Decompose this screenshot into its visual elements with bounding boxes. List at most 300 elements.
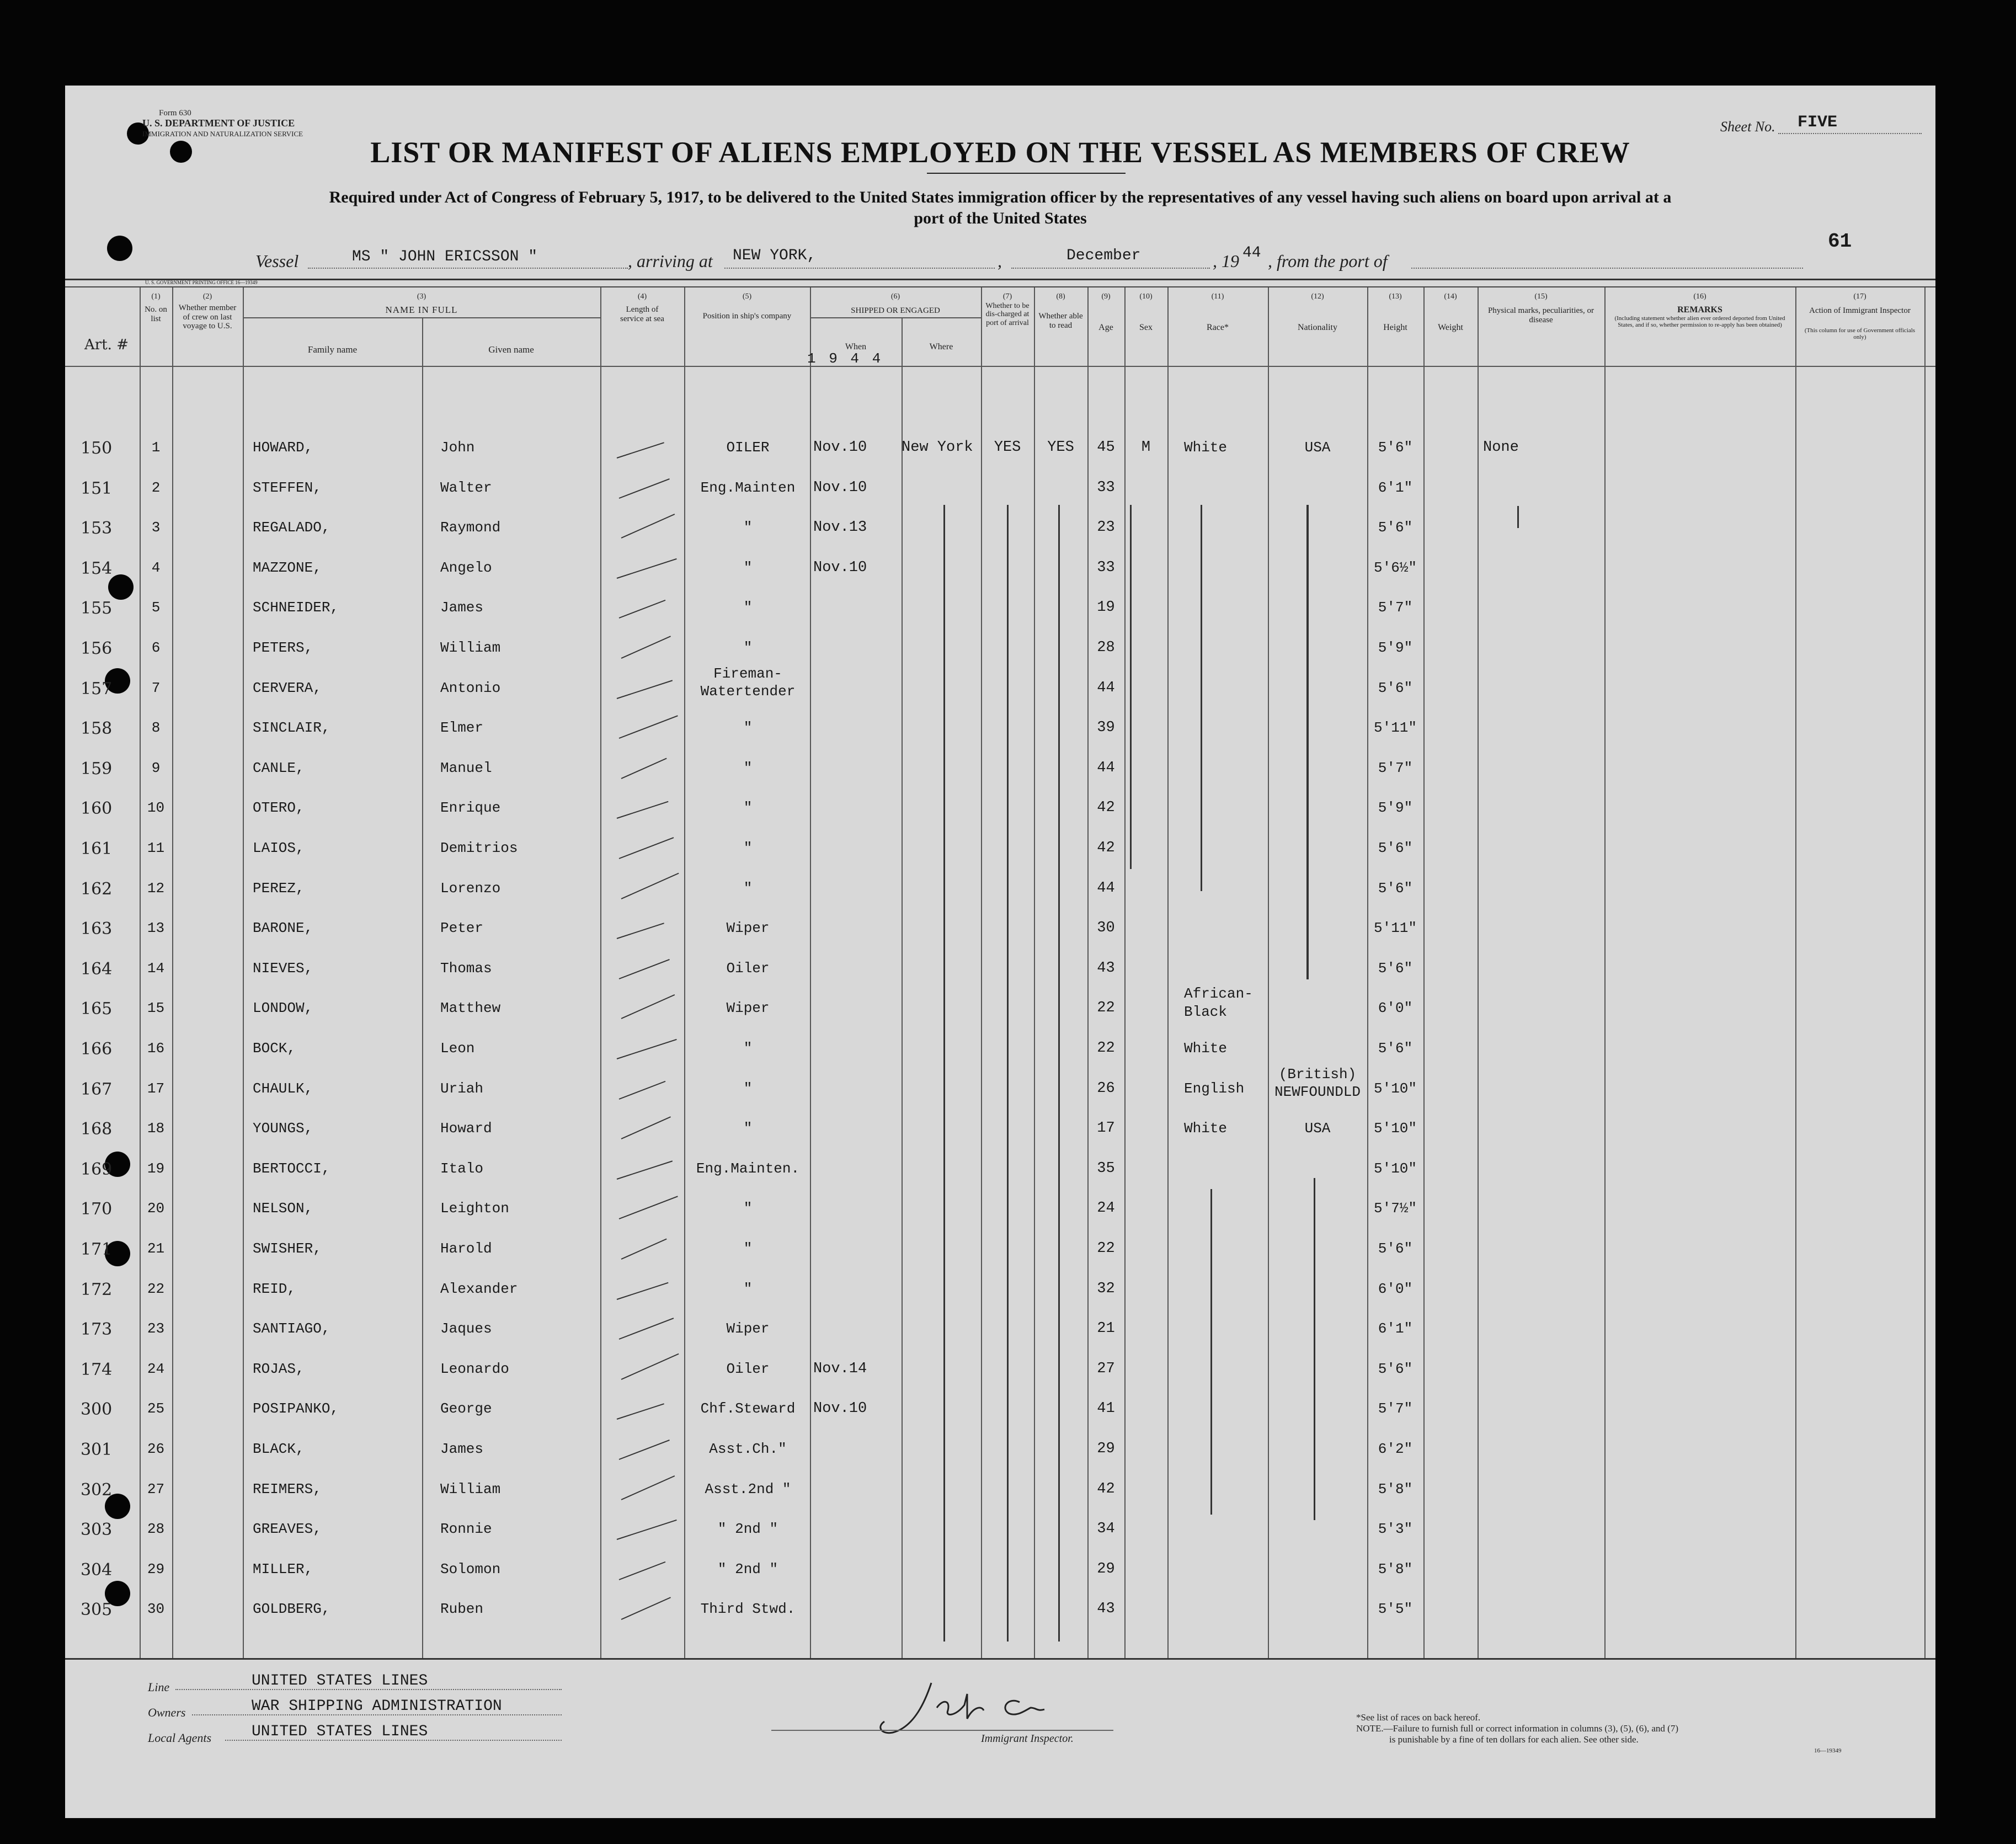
col-header-when: When <box>845 342 867 351</box>
col-header-prior-voyage: Whether member of crew on last voyage to U.S. <box>178 303 237 331</box>
sheet-label: Sheet No. <box>1720 119 1775 135</box>
ditto-line <box>1210 1189 1212 1515</box>
cell-no: 30 <box>147 1601 165 1618</box>
service-tick-mark <box>617 558 677 579</box>
cell-given: Alexander <box>440 1280 518 1297</box>
art-number: 169 <box>81 1159 113 1179</box>
cell-no: 1 <box>151 439 161 456</box>
art-number: 303 <box>81 1520 113 1540</box>
race-note: *See list of races on back hereof. <box>1356 1712 1481 1723</box>
cell-height: 5'10" <box>1373 1080 1417 1097</box>
cell-given: Italo <box>440 1160 484 1177</box>
cell-age: 43 <box>1097 960 1115 977</box>
arrival-port: NEW YORK, <box>733 247 817 264</box>
art-number: 304 <box>81 1560 113 1580</box>
art-number: 155 <box>81 599 113 619</box>
cell-height: 5'6" <box>1378 1360 1413 1377</box>
cell-age: 24 <box>1097 1200 1115 1217</box>
service-tick-mark <box>619 600 666 619</box>
service-tick-mark <box>621 758 667 779</box>
ditto-line <box>1201 505 1202 891</box>
cell-height: 5'6" <box>1378 880 1413 897</box>
cell-nationality: USA <box>1304 1120 1331 1137</box>
year-prefix: , 19 <box>1213 251 1239 271</box>
owners-label: Owners <box>148 1706 186 1719</box>
cell-where: New York <box>902 439 973 456</box>
cell-position: Chf.Steward <box>700 1400 796 1417</box>
art-number: 158 <box>81 719 113 739</box>
cell-given: Howard <box>440 1120 492 1137</box>
col-header-name: NAME IN FULL <box>385 305 458 315</box>
cell-no: 5 <box>151 599 161 616</box>
cell-no: 3 <box>151 519 161 536</box>
cell-age: 33 <box>1097 559 1115 576</box>
art-number: 160 <box>81 799 113 819</box>
cell-family: YOUNGS, <box>253 1120 313 1137</box>
vessel-label: Vessel <box>255 251 299 271</box>
cell-family: BOCK, <box>253 1040 296 1057</box>
cell-height: 5'8" <box>1378 1560 1413 1577</box>
cell-read: YES <box>1047 439 1074 456</box>
cell-height: 5'5" <box>1378 1601 1413 1618</box>
col-header-remarks-sub: (Including statement whether alien ever ordered deported from United States, and if so, whether permission to re-apply has been obtained) <box>1614 315 1785 329</box>
cell-no: 9 <box>151 759 161 776</box>
cell-position: Eng.Mainten. <box>696 1160 800 1177</box>
service-tick-mark <box>619 959 670 979</box>
cell-position: " <box>743 519 753 536</box>
cell-given: Angelo <box>440 559 492 576</box>
art-number: 301 <box>81 1440 113 1459</box>
cell-height: 6'2" <box>1378 1441 1413 1457</box>
cell-position: " <box>743 639 753 656</box>
cell-age: 44 <box>1097 880 1115 897</box>
cell-when: Nov.10 <box>813 559 867 576</box>
cell-given: Manuel <box>440 759 492 776</box>
cell-no: 26 <box>147 1441 165 1457</box>
cell-no: 7 <box>151 679 161 696</box>
inspector-label: Immigrant Inspector. <box>981 1733 1074 1745</box>
cell-height: 5'11" <box>1373 920 1417 937</box>
cell-position: Eng.Mainten <box>700 479 796 496</box>
cell-family: REGALADO, <box>253 519 330 536</box>
cell-position: Asst.2nd " <box>705 1480 791 1497</box>
arriving-label: , arriving at <box>628 251 713 271</box>
col-header-family: Family name <box>307 344 358 355</box>
ditto-line <box>1517 506 1519 528</box>
from-port-label: , from the port of <box>1268 251 1388 271</box>
cell-position: " <box>743 720 753 737</box>
cell-no: 20 <box>147 1200 165 1217</box>
cell-given: Thomas <box>440 960 492 977</box>
cell-height: 5'6" <box>1378 1240 1413 1257</box>
cell-when: Nov.10 <box>813 479 867 496</box>
service-tick-mark <box>621 1475 675 1500</box>
service-tick-mark <box>617 1039 677 1059</box>
cell-age: 22 <box>1097 1000 1115 1017</box>
cell-position: OILER <box>726 439 770 456</box>
service-tick-mark <box>621 636 671 659</box>
service-tick-mark <box>619 1561 666 1580</box>
service-tick-mark <box>617 442 664 459</box>
cell-discharged: YES <box>994 439 1021 456</box>
cell-age: 22 <box>1097 1240 1115 1257</box>
art-number: 163 <box>81 919 113 939</box>
service-tick-mark <box>619 1318 674 1340</box>
gpo-line: U. S. GOVERNMENT PRINTING OFFICE 16—19349 <box>145 280 258 285</box>
cell-no: 23 <box>147 1320 165 1337</box>
sheet-number: FIVE <box>1798 113 1838 132</box>
cell-family: HOWARD, <box>253 439 313 456</box>
cell-position: Fireman- Watertender <box>700 665 796 700</box>
shipped-year: 1 9 4 4 <box>807 350 883 367</box>
penalty-note: NOTE.—Failure to furnish full or correct information in columns (3), (5), (6), and (7) <box>1356 1723 1678 1734</box>
cell-marks: None <box>1483 439 1519 456</box>
service-tick-mark <box>619 837 674 859</box>
art-number: 166 <box>81 1040 113 1059</box>
col-header-height: Height <box>1383 323 1407 332</box>
service-tick-mark <box>621 1597 671 1621</box>
cell-given: Lorenzo <box>440 880 501 897</box>
cell-age: 32 <box>1097 1280 1115 1297</box>
cell-when: Nov.10 <box>813 439 867 456</box>
cell-given: Raymond <box>440 519 501 536</box>
service-name: IMMIGRATION AND NATURALIZATION SERVICE <box>142 130 303 138</box>
line-label: Line <box>148 1680 170 1694</box>
cell-no: 21 <box>147 1240 165 1257</box>
cell-no: 8 <box>151 720 161 737</box>
col-header-race: Race* <box>1207 323 1229 332</box>
cell-given: Matthew <box>440 1000 501 1017</box>
cell-height: 5'6" <box>1378 519 1413 536</box>
service-tick-mark <box>621 1238 667 1259</box>
cell-age: 45 <box>1097 439 1115 456</box>
cell-no: 2 <box>151 479 161 496</box>
cell-position: " 2nd " <box>717 1521 778 1538</box>
cell-age: 21 <box>1097 1320 1115 1337</box>
cell-position: " <box>743 800 753 817</box>
cell-no: 15 <box>147 1000 165 1017</box>
cell-age: 34 <box>1097 1521 1115 1538</box>
cell-given: Solomon <box>440 1560 501 1577</box>
cell-family: BARONE, <box>253 920 313 937</box>
col-header-service: Length of service at sea <box>620 305 664 323</box>
cell-family: POSIPANKO, <box>253 1400 339 1417</box>
cell-position: Wiper <box>726 1320 770 1337</box>
cell-nationality: (British) NEWFOUNDLD <box>1274 1065 1361 1101</box>
cell-given: William <box>440 1480 501 1497</box>
cell-family: BLACK, <box>253 1441 305 1457</box>
cell-given: Jaques <box>440 1320 492 1337</box>
cell-age: 33 <box>1097 479 1115 496</box>
cell-position: " <box>743 1120 753 1137</box>
manifest-title: LIST OR MANIFEST OF ALIENS EMPLOYED ON THE VESSEL AS MEMBERS OF CREW <box>370 136 1630 169</box>
cell-family: SCHNEIDER, <box>253 599 339 616</box>
cell-no: 25 <box>147 1400 165 1417</box>
cell-position: Oiler <box>726 960 770 977</box>
cell-position: Third Stwd. <box>700 1601 796 1618</box>
cell-family: REIMERS, <box>253 1480 322 1497</box>
cell-given: Antonio <box>440 679 501 696</box>
cell-family: REID, <box>253 1280 296 1297</box>
cell-given: Demitrios <box>440 840 518 856</box>
service-tick-mark <box>619 715 678 739</box>
punch-hole <box>107 236 132 261</box>
agents-value: UNITED STATES LINES <box>252 1723 428 1740</box>
col-header-shipped: SHIPPED OR ENGAGED <box>851 306 940 315</box>
cell-height: 5'3" <box>1378 1521 1413 1538</box>
art-number: 174 <box>81 1360 113 1379</box>
cell-no: 4 <box>151 559 161 576</box>
col-header-art: Art. # <box>84 337 129 353</box>
service-tick-mark <box>617 680 673 699</box>
service-tick-mark <box>617 801 669 819</box>
cell-height: 6'0" <box>1378 1280 1413 1297</box>
cell-nationality: USA <box>1304 439 1331 456</box>
art-number: 302 <box>81 1480 113 1500</box>
cell-height: 5'8" <box>1378 1480 1413 1497</box>
form-code: 16—19349 <box>1814 1747 1842 1754</box>
cell-sex: M <box>1141 439 1151 456</box>
cell-no: 22 <box>147 1280 165 1297</box>
col-header-position: Position in ship's company <box>702 312 792 321</box>
art-number: 305 <box>81 1600 113 1620</box>
cell-age: 17 <box>1097 1120 1115 1137</box>
cell-age: 28 <box>1097 639 1115 656</box>
cell-when: Nov.14 <box>813 1360 867 1377</box>
cell-given: Harold <box>440 1240 492 1257</box>
ditto-line <box>1306 505 1309 979</box>
cell-height: 5'6" <box>1378 1040 1413 1057</box>
col-header-read: Whether able to read <box>1038 312 1083 330</box>
cell-height: 5'6" <box>1378 840 1413 856</box>
col-header-nationality: Nationality <box>1298 323 1337 332</box>
cell-given: John <box>440 439 475 456</box>
cell-height: 5'7" <box>1378 759 1413 776</box>
art-number: 162 <box>81 879 113 899</box>
cell-position: Asst.Ch." <box>709 1441 787 1457</box>
cell-family: OTERO, <box>253 800 305 817</box>
cell-family: CERVERA, <box>253 679 322 696</box>
cell-race: White <box>1184 1040 1228 1057</box>
cell-race: White <box>1184 1120 1228 1137</box>
cell-given: Uriah <box>440 1080 484 1097</box>
service-tick-mark <box>619 1440 670 1460</box>
cell-given: Walter <box>440 479 492 496</box>
service-tick-mark <box>617 1160 673 1180</box>
cell-given: George <box>440 1400 492 1417</box>
art-number: 170 <box>81 1200 113 1219</box>
cell-given: James <box>440 599 484 616</box>
cell-given: Leon <box>440 1040 475 1057</box>
cell-position: " <box>743 759 753 776</box>
cell-age: 35 <box>1097 1160 1115 1177</box>
cell-age: 42 <box>1097 840 1115 856</box>
cell-no: 27 <box>147 1480 165 1497</box>
cell-height: 5'9" <box>1378 800 1413 817</box>
col-header-given: Given name <box>488 344 534 355</box>
art-number: 153 <box>81 519 113 539</box>
cell-age: 23 <box>1097 519 1115 536</box>
service-tick-mark <box>621 994 675 1019</box>
penalty-note-2: is punishable by a fine of ten dollars for each alien. See other side. <box>1389 1734 1639 1745</box>
agents-label: Local Agents <box>148 1731 212 1745</box>
cell-height: 5'6" <box>1378 679 1413 696</box>
punch-hole <box>108 574 134 600</box>
cell-no: 14 <box>147 960 165 977</box>
cell-height: 5'9" <box>1378 639 1413 656</box>
cell-no: 18 <box>147 1120 165 1137</box>
vessel-name: MS " JOHN ERICSSON " <box>352 248 538 265</box>
cell-age: 44 <box>1097 759 1115 776</box>
cell-height: 6'1" <box>1378 1320 1413 1337</box>
cell-no: 28 <box>147 1521 165 1538</box>
cell-no: 17 <box>147 1080 165 1097</box>
cell-height: 5'6" <box>1378 960 1413 977</box>
cell-no: 10 <box>147 800 165 817</box>
cell-given: Ruben <box>440 1601 484 1618</box>
cell-no: 12 <box>147 880 165 897</box>
cell-family: ROJAS, <box>253 1360 305 1377</box>
cell-position: " <box>743 599 753 616</box>
art-number: 151 <box>81 478 113 498</box>
service-tick-mark <box>621 514 675 539</box>
cell-no: 29 <box>147 1560 165 1577</box>
service-tick-mark <box>621 872 679 899</box>
cell-height: 5'6½" <box>1373 559 1417 576</box>
cell-position: " 2nd " <box>717 1560 778 1577</box>
cell-family: MILLER, <box>253 1560 313 1577</box>
cell-age: 30 <box>1097 920 1115 937</box>
service-tick-mark <box>619 478 670 499</box>
cell-family: PEREZ, <box>253 880 305 897</box>
ditto-line <box>1130 505 1132 869</box>
cell-position: " <box>743 840 753 856</box>
ditto-line <box>1314 1178 1315 1520</box>
cell-family: CANLE, <box>253 759 305 776</box>
col-header-age: Age <box>1098 323 1113 332</box>
cell-position: " <box>743 1280 753 1297</box>
cell-when: Nov.10 <box>813 1400 867 1417</box>
form-number: Form 630 <box>159 109 191 118</box>
cell-age: 39 <box>1097 720 1115 737</box>
cell-race: English <box>1184 1080 1245 1097</box>
service-tick-mark <box>617 1282 669 1299</box>
cell-no: 16 <box>147 1040 165 1057</box>
cell-given: Ronnie <box>440 1521 492 1538</box>
service-tick-mark <box>617 1520 677 1540</box>
cell-height: 5'7" <box>1378 599 1413 616</box>
cell-family: PETERS, <box>253 639 313 656</box>
cell-height: 5'7" <box>1378 1400 1413 1417</box>
cell-height: 5'11" <box>1373 720 1417 737</box>
owners-value: WAR SHIPPING ADMINISTRATION <box>252 1698 502 1715</box>
cell-age: 19 <box>1097 599 1115 616</box>
service-tick-mark <box>617 1404 664 1420</box>
col-header-sex: Sex <box>1139 323 1153 332</box>
col-header-inspector: Action of Immigrant Inspector <box>1809 306 1911 315</box>
art-number: 167 <box>81 1079 113 1099</box>
art-number: 173 <box>81 1320 113 1340</box>
cell-age: 42 <box>1097 1480 1115 1497</box>
col-header-weight: Weight <box>1438 323 1463 332</box>
cell-age: 42 <box>1097 800 1115 817</box>
cell-position: Oiler <box>726 1360 770 1377</box>
art-number: 154 <box>81 558 113 578</box>
arrival-year: 44 <box>1242 244 1261 262</box>
col-header-remarks: REMARKS <box>1677 305 1722 315</box>
cell-no: 24 <box>147 1360 165 1377</box>
cell-family: BERTOCCI, <box>253 1160 330 1177</box>
cell-position: Wiper <box>726 1000 770 1017</box>
art-number: 172 <box>81 1280 113 1299</box>
cell-no: 11 <box>147 840 165 856</box>
ditto-line <box>943 505 945 1642</box>
cell-position: " <box>743 880 753 897</box>
cell-position: " <box>743 1040 753 1057</box>
cell-height: 5'7½" <box>1373 1200 1417 1217</box>
arrival-month: December <box>1066 247 1141 264</box>
cell-given: Enrique <box>440 800 501 817</box>
cell-family: LAIOS, <box>253 840 305 856</box>
art-number: 171 <box>81 1240 113 1259</box>
line-value: UNITED STATES LINES <box>252 1672 428 1690</box>
cell-family: STEFFEN, <box>253 479 322 496</box>
cell-age: 27 <box>1097 1360 1115 1377</box>
cell-family: GOLDBERG, <box>253 1601 330 1618</box>
art-number: 159 <box>81 759 113 779</box>
col-header-marks: Physical marks, peculiarities, or disease <box>1487 306 1594 324</box>
page-number: 61 <box>1828 230 1852 253</box>
col-header-discharged: Whether to be dis-charged at port of arrival <box>985 302 1030 327</box>
service-tick-mark <box>617 923 664 939</box>
manifest-subtitle: Required under Act of Congress of February 5, 1917, to be delivered to the United States immigration officer by the representatives of any vessel having such aliens on board upon arrival at a <box>329 188 1672 206</box>
cell-position: " <box>743 1240 753 1257</box>
department-name: U. S. DEPARTMENT OF JUSTICE <box>142 118 295 129</box>
cell-no: 19 <box>147 1160 165 1177</box>
cell-family: MAZZONE, <box>253 559 322 576</box>
cell-position: " <box>743 1080 753 1097</box>
art-number: 161 <box>81 839 113 859</box>
cell-family: CHAULK, <box>253 1080 313 1097</box>
manifest-sheet: Form 630 U. S. DEPARTMENT OF JUSTICE IMMIGRATION AND NATURALIZATION SERVICE Sheet No. FIVE LIST OR MANIFEST OF ALIENS EMPLOYED ON THE VESSEL AS MEMBERS OF CREW Required under Act of Congress of February 5, 1917, to be delivered to the United States immigration officer by the representatives of any vessel having such aliens on board upon arrival at a port of the United States 61 Vessel MS " JOHN ERICSSON " , arriving at NEW YORK, , December , 19 44 , from the port of U. S. GOVERNMENT PRINTING OFFICE 16—19349 Art. # (1) No. on list (2) Whether member of crew on last voyage to U.S. (3) NAME IN FULL Family name Given name (4) Length of service at sea (5) Position in ship's company (6) SHIPPED OR ENGAGED When Where 1 9 4 4 (7) Whether to be dis-charged at port of arrival (8) Whether able to read (9) Age (10) Sex (11) Race* (12) Nationality (13) Height (14) Weight (15) Physical marks, peculiarities, or disease (16) REMARKS (Including statement whether alien ever ordered deported from United States, and if so, whether permission to re-apply has been obtained) (17) Action of Immigrant Inspector (This column for use of Government officials only) 150 1 HOWARD, John OILER Nov.10 New York YES YES 45 M White USA 5'6" None 151 2 STEFFEN, Walter Eng.Mainten Nov.10 33 6'1" 153 3 REGALADO, Raymond " Nov.13 23 5'6" 154 4 MAZZONE, Angelo " Nov.10 33 5'6½" 155 5 SCHNEIDER, James " 19 5'7" 156 6 PETERS, William " 28 5'9" 157 7 CERVERA, Antonio Fireman- Watertender 44 5'6" 158 8 SINCLAIR, Elmer " 39 5'11" 159 9 CANLE, Manuel " 44 5'7" 160 10 OTERO, Enrique " 42 5'9" 161 11 LAIOS, Demitrios " 42 5'6" 162 12 PEREZ, Lorenzo " 44 5'6" 163 13 BARONE, Peter Wiper 30 5'11" 164 14 NIEVES, Thomas Oiler 43 5'6" 165 15 LONDOW, Matthew Wiper 22 African- Black 6'0" 166 16 BOCK, Leon " 22 White 5'6" 167 17 CHAULK, Uriah " 26 English (British) NEWFOUNDLD 5'10" 168 18 YOUNGS, Howard " 17 White USA 5'10" 169 19 BERTOCCI, Italo Eng.Mainten. 35 5'10" 170 20 NELSON, Leighton " 24 5'7½" 171 21 SWISHER, Harold " 22 5'6" 172 22 REID, Alexander " 32 6'0" 173 23 SANTIAGO, Jaques Wiper 21 6'1" 174 24 ROJAS, Leonardo Oiler Nov.14 27 5'6" 300 25 POSIPANKO, George Chf.Steward Nov.10 41 5'7" 301 26 BLACK, James Asst.Ch." 29 6'2" 302 27 REIMERS, William Asst.2nd " 42 5'8" 303 28 GREAVES, Ronnie " 2nd " 34 5'3" 304 29 MILLER, Solomon " 2nd " 29 5'8" 305 30 GOLDBERG, Ruben Third Stwd. 43 5'5" Line UNITED STATES LINES Owners WAR SHIPPING ADMINISTRATION Local Agents UNITED STATES LINES Immigrant Inspector. *See list of races on back hereof. NOTE.—Failure to furnish full or correct information in columns (3), (5), (6), and (7) is punishable by a fine of ten dollars for each alien. See other side. 16—19349 <box>65 86 1935 1818</box>
cell-age: 43 <box>1097 1601 1115 1618</box>
cell-race: White <box>1184 439 1228 456</box>
cell-family: SANTIAGO, <box>253 1320 330 1337</box>
cell-height: 5'6" <box>1378 439 1413 456</box>
cell-age: 29 <box>1097 1441 1115 1457</box>
cell-given: Leighton <box>440 1200 509 1217</box>
cell-position: " <box>743 1200 753 1217</box>
cell-age: 44 <box>1097 679 1115 696</box>
col-header-no: No. on list <box>145 305 167 323</box>
ditto-line <box>1058 505 1060 1642</box>
art-number: 157 <box>81 679 113 699</box>
cell-given: Elmer <box>440 720 484 737</box>
cell-age: 29 <box>1097 1560 1115 1577</box>
cell-given: James <box>440 1441 484 1457</box>
art-number: 300 <box>81 1400 113 1420</box>
cell-family: SINCLAIR, <box>253 720 330 737</box>
cell-family: LONDOW, <box>253 1000 313 1017</box>
cell-family: NELSON, <box>253 1200 313 1217</box>
art-number: 156 <box>81 639 113 658</box>
cell-family: SWISHER, <box>253 1240 322 1257</box>
cell-family: NIEVES, <box>253 960 313 977</box>
cell-given: William <box>440 639 501 656</box>
art-number: 168 <box>81 1120 113 1139</box>
cell-when: Nov.13 <box>813 519 867 536</box>
cell-family: GREAVES, <box>253 1521 322 1538</box>
